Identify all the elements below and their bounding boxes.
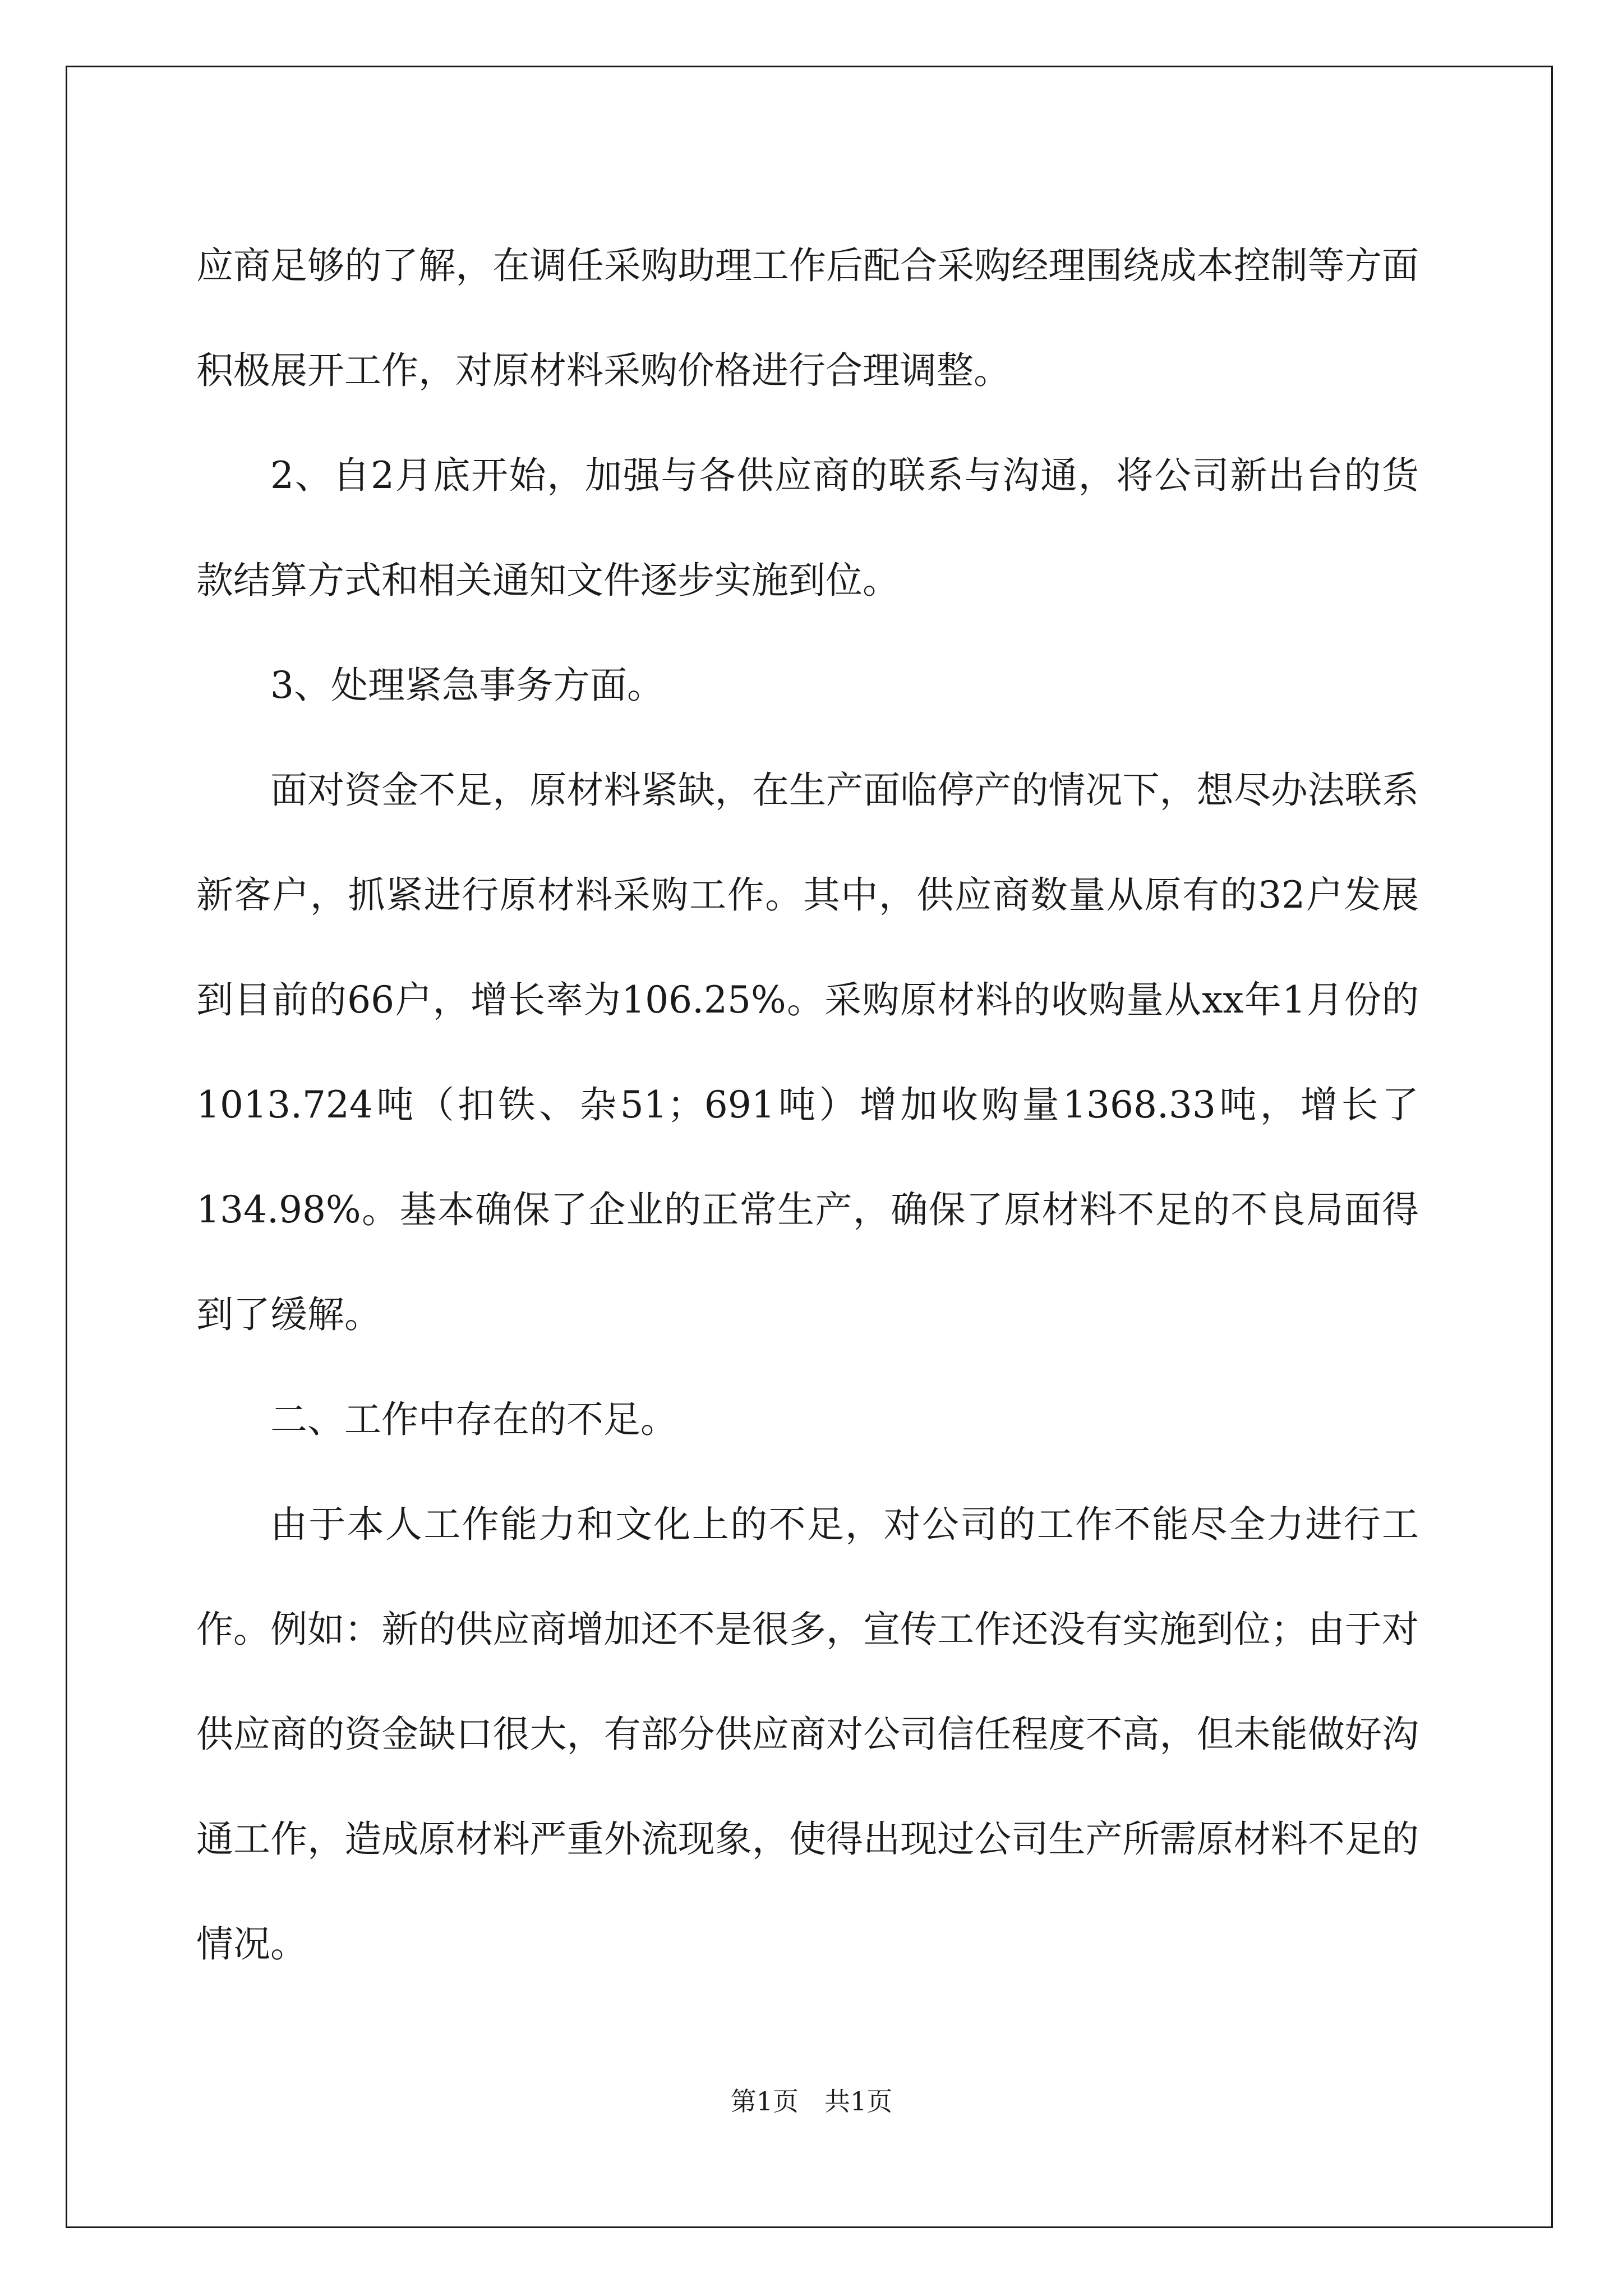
document-body: [196, 213, 1419, 1996]
paragraph-urgent-details: 面对资金不足，原材料紧缺，在生产面临停产的情况下，想尽办法联系新客户，抓紧进行原材料采购工作。其中，供应商数量从原有的32户发展到目前的66户，增长率为106.25%。采购原材料的收购量从xx年1月份的1013.724吨（扣铁、杂51；691吨）增加收购量1368.33吨，增长了134.98%。基本确保了企业的正常生产，确保了原材料不足的不良局面得到了缓解。: [196, 769, 1419, 1336]
section-heading-shortcomings: 二、工作中存在的不足。: [270, 1398, 677, 1441]
paragraph-item-2: 2、自2月底开始，加强与各供应商的联系与沟通，将公司新出台的货款结算方式和相关通知文件逐步实施到位。: [196, 454, 1419, 602]
paragraph-shortcomings: 由于本人工作能力和文化上的不足，对公司的工作不能尽全力进行工作。例如：新的供应商增加还不是很多，宣传工作还没有实施到位；由于对供应商的资金缺口很大，有部分供应商对公司信任程度不高，但未能做好沟通工作，造成原材料严重外流现象，使得出现过公司生产所需原材料不足的情况。: [196, 1503, 1419, 1966]
page-number: 第1页: [730, 2086, 799, 2116]
page-total: 共1页: [824, 2086, 893, 2116]
page-footer: [0, 2081, 1623, 2118]
paragraph-item-3: 3、处理紧急事务方面。: [270, 664, 664, 707]
paragraph-continuation: 应商足够的了解，在调任采购助理工作后配合采购经理围绕成本控制等方面积极展开工作，对原材料采购价格进行合理调整。: [196, 244, 1419, 392]
